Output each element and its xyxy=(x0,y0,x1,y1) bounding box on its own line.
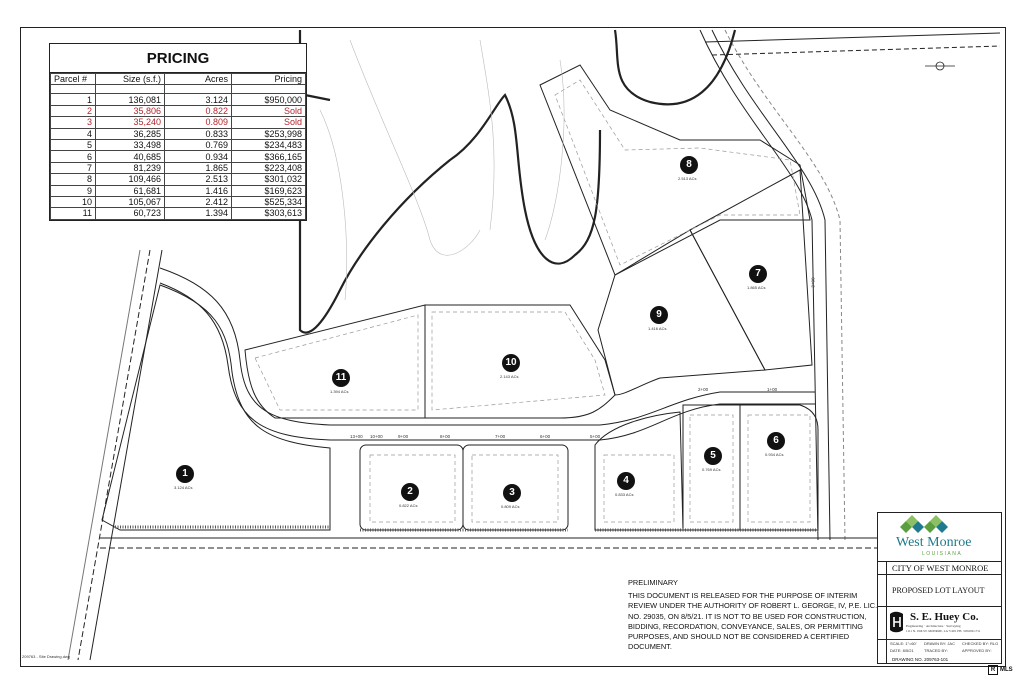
traced-by: TRACED BY: xyxy=(924,648,948,653)
station-label: 7+00 xyxy=(495,434,506,439)
lot-1-boundary xyxy=(102,285,330,530)
shoreline xyxy=(305,95,330,100)
pricing-row xyxy=(51,94,306,105)
lot-marker-3: 3 xyxy=(503,484,521,502)
station-label: 8+00 xyxy=(440,434,451,439)
cell-price: $234,483 xyxy=(232,139,306,150)
checked-by: CHECKED BY: RLG xyxy=(962,641,999,646)
lot-6-boundary xyxy=(740,405,818,530)
highway-edge xyxy=(68,250,140,660)
pricing-row xyxy=(51,117,306,128)
station-label: 13+00 xyxy=(350,434,363,439)
lot-marker-9: 9 xyxy=(650,306,668,324)
station-label: 2+00 xyxy=(698,387,709,392)
col-pricing: Pricing xyxy=(232,74,306,85)
cell-acres: 0.833 xyxy=(165,128,232,139)
cell-acres: 2.412 xyxy=(165,196,232,207)
cell-price: $366,165 xyxy=(232,151,306,162)
cell-acres: 2.513 xyxy=(165,174,232,185)
cell-parcel: 11 xyxy=(51,208,96,219)
pricing-row xyxy=(51,196,306,207)
date: DATE: 8/5/21 xyxy=(890,648,914,653)
cell-size: 35,806 xyxy=(96,105,165,116)
cell-parcel: 10 xyxy=(51,196,96,207)
approved-by: APPROVED BY: xyxy=(962,648,992,653)
lot-acres-label: 0.809 ACs xyxy=(501,504,520,509)
top-road-edge xyxy=(712,46,1000,55)
note-title: PRELIMINARY xyxy=(628,578,678,587)
sheet-title: PROPOSED LOT LAYOUT xyxy=(878,575,1001,607)
west-monroe-logo xyxy=(878,513,1001,562)
lot-marker-4: 4 xyxy=(617,472,635,490)
pricing-row xyxy=(51,174,306,185)
cell-price: $525,334 xyxy=(232,196,306,207)
cell-price: $303,613 xyxy=(232,208,306,219)
lot-acres-label: 2.513 ACs xyxy=(678,176,697,181)
title-block xyxy=(877,512,1002,664)
drawing-number: DRAWING NO. 209763-101 xyxy=(892,657,949,662)
mls-badge xyxy=(988,665,1013,675)
lot-marker-7: 7 xyxy=(749,265,767,283)
cell-acres: 0.822 xyxy=(165,105,232,116)
cell-acres: 1.394 xyxy=(165,208,232,219)
lot-4-boundary xyxy=(595,412,683,530)
highway-edge xyxy=(90,250,162,660)
firm-logo-icon xyxy=(889,611,905,633)
station-label: 9+00 xyxy=(398,434,409,439)
cell-price: $301,032 xyxy=(232,174,306,185)
pricing-title: PRICING xyxy=(50,44,306,73)
cell-size: 105,067 xyxy=(96,196,165,207)
lot-acres-label: 2.143 ACs xyxy=(500,374,519,379)
cell-price: $169,623 xyxy=(232,185,306,196)
scale: SCALE: 1"=60' xyxy=(890,641,917,646)
cell-acres: 0.769 xyxy=(165,139,232,150)
lot-8-boundary xyxy=(540,65,810,275)
top-road-edge xyxy=(705,33,1000,42)
pricing-row xyxy=(51,208,306,219)
lot-acres-label: 0.822 ACs xyxy=(399,503,418,508)
pricing-row xyxy=(51,139,306,150)
cell-size: 61,681 xyxy=(96,185,165,196)
station-label: 1+00 xyxy=(767,387,778,392)
cell-size: 109,466 xyxy=(96,174,165,185)
logo-subtext: LOUISIANA xyxy=(922,551,963,557)
lot-acres-label: 0.934 ACs xyxy=(765,452,784,457)
cell-price: $253,998 xyxy=(232,128,306,139)
cell-size: 35,240 xyxy=(96,117,165,128)
highway-edge xyxy=(78,250,150,660)
registered-icon: R xyxy=(988,665,998,675)
cell-size: 40,685 xyxy=(96,151,165,162)
lot-marker-5: 5 xyxy=(704,447,722,465)
lot-11-boundary xyxy=(245,305,425,418)
cell-parcel: 7 xyxy=(51,162,96,173)
firm-block xyxy=(878,607,1001,640)
shoreline xyxy=(300,30,600,333)
cell-parcel: 3 xyxy=(51,117,96,128)
lot-marker-8: 8 xyxy=(680,156,698,174)
pricing-row xyxy=(51,185,306,196)
col-acres: Acres xyxy=(165,74,232,85)
pricing-row xyxy=(51,105,306,116)
cell-price: Sold xyxy=(232,105,306,116)
station-label: 3+00 xyxy=(810,277,816,288)
col-size: Size (s.f.) xyxy=(96,74,165,85)
preliminary-note xyxy=(628,578,878,652)
firm-address: 1111 N. 19th ST. MONROE, LA 71201 PH. 318.000.1711 xyxy=(906,629,981,633)
pricing-spacer-row xyxy=(51,85,306,94)
cell-acres: 3.124 xyxy=(165,94,232,105)
pricing-body xyxy=(51,85,306,219)
station-label: 10+00 xyxy=(370,434,383,439)
cell-price: Sold xyxy=(232,117,306,128)
cell-parcel: 4 xyxy=(51,128,96,139)
drawing-meta xyxy=(878,639,1001,663)
lot-10-boundary xyxy=(425,305,615,418)
station-label: 5+00 xyxy=(590,434,601,439)
drawn-by: DRAWN BY: JAC xyxy=(924,641,955,646)
pricing-table xyxy=(49,43,307,221)
firm-name: S. E. Huey Co. xyxy=(910,611,979,623)
cell-size: 81,239 xyxy=(96,162,165,173)
lot-marker-10: 10 xyxy=(502,354,520,372)
lot-acres-label: 1.416 ACs xyxy=(648,326,667,331)
north-arrow-icon xyxy=(925,62,955,70)
mls-text: MLS xyxy=(1000,667,1013,673)
pricing-row xyxy=(51,128,306,139)
cell-parcel: 6 xyxy=(51,151,96,162)
lot-acres-label: 1.865 ACs xyxy=(747,285,766,290)
interior-road xyxy=(160,283,815,440)
lot-marker-11: 11 xyxy=(332,369,350,387)
cell-price: $950,000 xyxy=(232,94,306,105)
lot-acres-label: 0.769 ACs xyxy=(702,467,721,472)
lot-marker-1: 1 xyxy=(176,465,194,483)
lot-9-boundary xyxy=(598,230,765,395)
pricing-header-row xyxy=(51,74,306,85)
cell-parcel: 2 xyxy=(51,105,96,116)
pricing-row xyxy=(51,162,306,173)
logo-text: West Monroe xyxy=(896,535,972,550)
cell-parcel: 9 xyxy=(51,185,96,196)
file-name: 209763 - Site Drawing.dwg xyxy=(22,654,71,659)
lot-marker-2: 2 xyxy=(401,483,419,501)
lot-acres-label: 1.394 ACs xyxy=(330,389,349,394)
lot-acres-label: 3.124 ACs xyxy=(174,485,193,490)
cell-parcel: 1 xyxy=(51,94,96,105)
cell-acres: 0.934 xyxy=(165,151,232,162)
lot-marker-6: 6 xyxy=(767,432,785,450)
note-body: THIS DOCUMENT IS RELEASED FOR THE PURPOSE OF INTERIM REVIEW UNDER THE AUTHORITY OF ROBERT L. GEORGE, IV, P.E. LIC. NO. 29035, ON 8/5/21. IT IS NOT TO BE USED FOR CONSTRUCTION, BIDDING, RECORDATION, CONVEYANCE, SALES, OR PERMITTING PURPOSES, AND SHOULD NOT BE CONSIDERED A CERTIFIED DOCUMENT. xyxy=(628,591,878,652)
cell-acres: 1.416 xyxy=(165,185,232,196)
cell-parcel: 5 xyxy=(51,139,96,150)
cell-size: 33,498 xyxy=(96,139,165,150)
cell-size: 36,285 xyxy=(96,128,165,139)
cell-size: 136,081 xyxy=(96,94,165,105)
client-name: CITY OF WEST MONROE xyxy=(878,561,1001,575)
lot-acres-label: 0.833 ACs xyxy=(615,492,634,497)
station-label: 6+00 xyxy=(540,434,551,439)
cell-price: $223,408 xyxy=(232,162,306,173)
cell-parcel: 8 xyxy=(51,174,96,185)
pricing-row xyxy=(51,151,306,162)
firm-tagline: Engineering · Architecture · Surveying xyxy=(906,624,961,628)
pricing-grid xyxy=(50,73,306,220)
cell-acres: 0.809 xyxy=(165,117,232,128)
cell-size: 60,723 xyxy=(96,208,165,219)
cell-acres: 1.865 xyxy=(165,162,232,173)
col-parcel: Parcel # xyxy=(51,74,96,85)
